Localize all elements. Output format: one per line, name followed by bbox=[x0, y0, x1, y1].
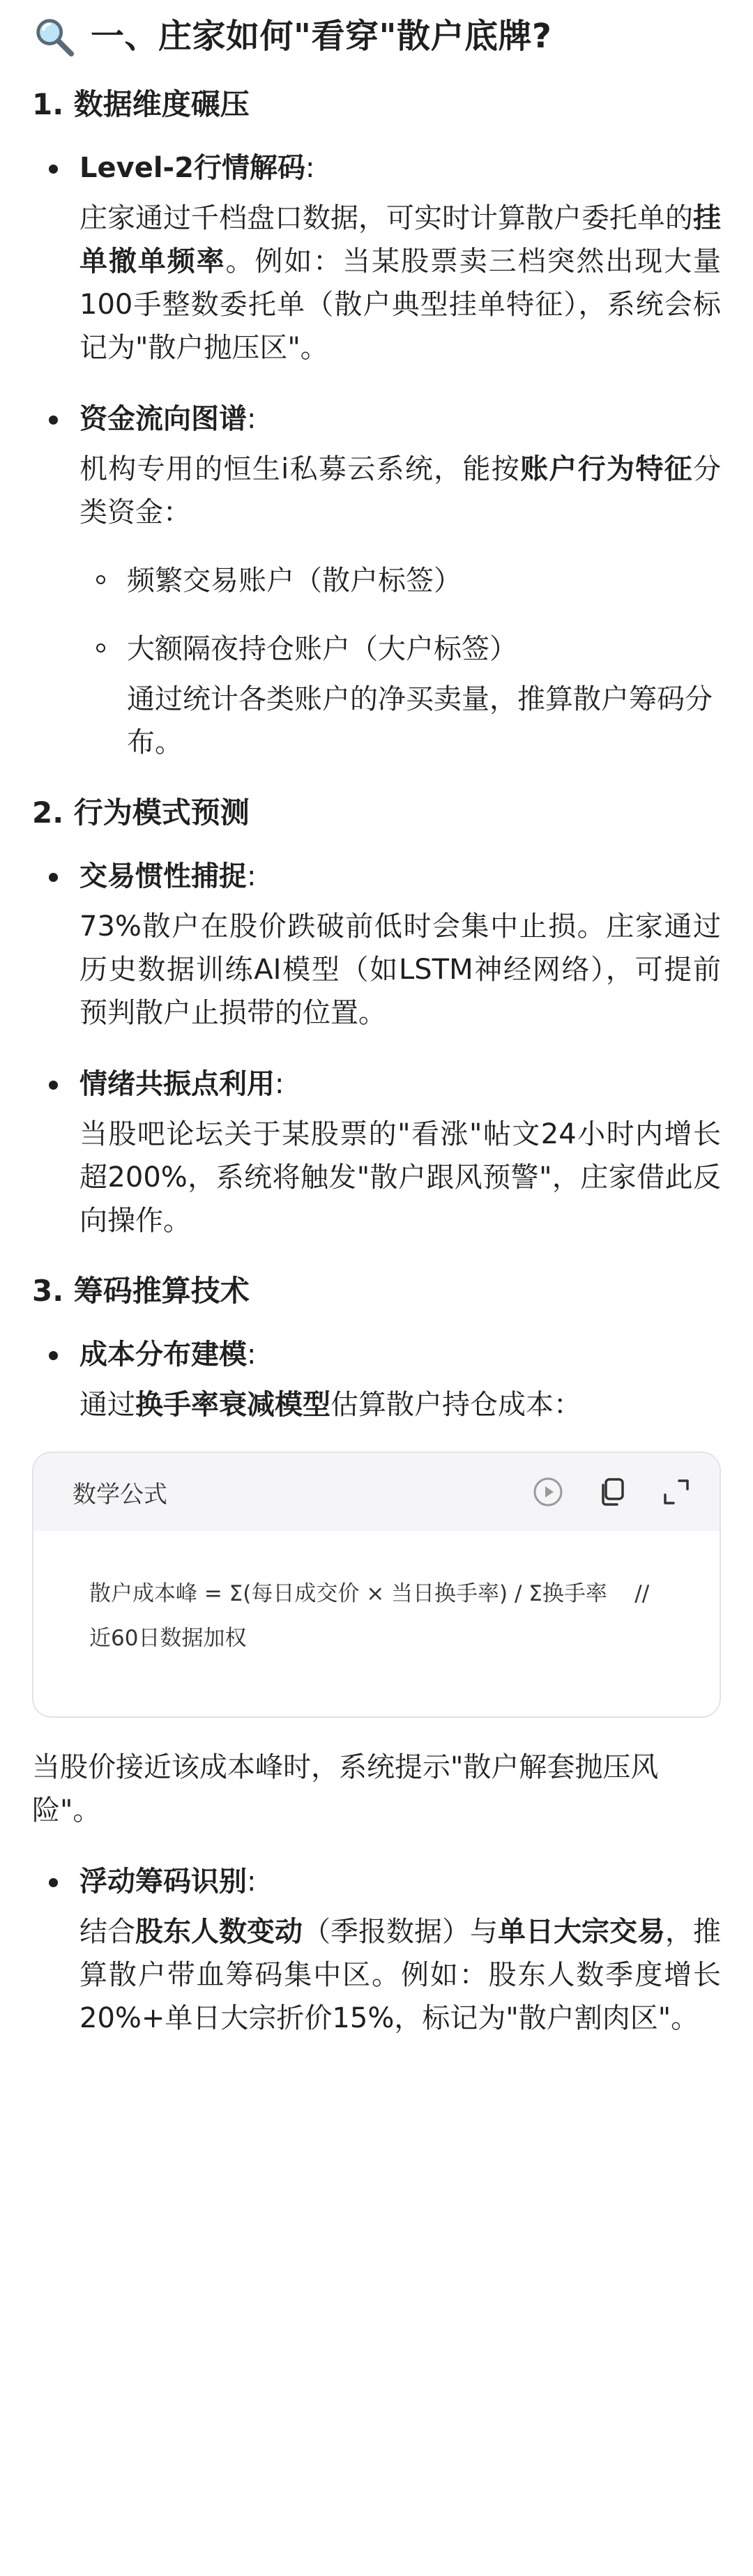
list-item bbox=[32, 1860, 721, 2040]
item-colon: : bbox=[247, 1866, 257, 1898]
item-body bbox=[79, 905, 721, 1035]
item-colon: : bbox=[305, 152, 315, 184]
item-body bbox=[79, 1383, 721, 1426]
bold-text-run: 账户行为特征 bbox=[520, 453, 693, 485]
section-3-list bbox=[32, 1333, 721, 2040]
play-icon[interactable] bbox=[528, 1472, 568, 1511]
item-colon: : bbox=[247, 403, 257, 435]
page-title bbox=[32, 14, 721, 59]
sub-list-item bbox=[79, 559, 721, 602]
item-label: Level-2行情解码 bbox=[79, 152, 305, 184]
code-content: 散户成本峰 = Σ(每日成交价 × 当日换手率) / Σ换手率 // 近60日数据加权 bbox=[89, 1581, 657, 1651]
section-1-list bbox=[32, 146, 721, 764]
bold-text-run: 换手率衰减模型 bbox=[135, 1389, 330, 1421]
code-actions bbox=[503, 1472, 696, 1511]
section-heading-2: 2. 行为模式预测 bbox=[32, 795, 250, 830]
item-body bbox=[79, 197, 721, 369]
text-run: 结合 bbox=[79, 1916, 135, 1948]
sub-list-item bbox=[79, 627, 721, 764]
expand-icon[interactable] bbox=[657, 1472, 696, 1511]
text-run: ，推算散户带血筹码集中区。例如：股东人数季度增长20%+单日大宗折价15%，标记为"散户割肉区"。 bbox=[79, 1916, 721, 2034]
bold-text-run: 挂单撤单频率 bbox=[79, 202, 721, 277]
text-run: 。例如：当某股票卖三档突然出现大量100手整数委托单（散户典型挂单特征），系统会标记为"散户抛压区"。 bbox=[79, 245, 722, 364]
text-run: 庄家通过千档盘口数据，可实时计算散户委托单的 bbox=[79, 202, 693, 234]
item-label: 情绪共振点利用 bbox=[79, 1068, 275, 1100]
item-body bbox=[79, 1113, 721, 1242]
code-language-label: 数学公式 bbox=[73, 1480, 167, 1509]
item-label: 交易惯性捕捉 bbox=[79, 860, 247, 892]
item-body bbox=[79, 448, 721, 534]
text-run: 73%散户在股价跌破前低时会集中止损。庄家通过历史数据训练AI模型（如LSTM神经网络），可提前预判散户止损带的位置。 bbox=[79, 910, 721, 1029]
sub-item-text: 频繁交易账户（散户标签） bbox=[127, 565, 462, 597]
magnifier-icon bbox=[32, 15, 75, 58]
code-block bbox=[32, 1451, 721, 1718]
text-run: 估算散户持仓成本： bbox=[330, 1389, 581, 1421]
section-heading-3: 3. 筹码推算技术 bbox=[32, 1274, 250, 1308]
text-run: 当股吧论坛关于某股票的"看涨"帖文24小时内增长超200%，系统将触发"散户跟风预警"，庄家借此反向操作。 bbox=[79, 1118, 721, 1237]
paragraph: 当股价接近该成本峰时，系统提示"散户解套抛压风险"。 bbox=[32, 1751, 659, 1827]
text-run: 分类资金： bbox=[79, 453, 721, 528]
item-colon: : bbox=[275, 1068, 284, 1100]
sub-item-note: 通过统计各类账户的净买卖量，推算散户筹码分布。 bbox=[127, 683, 713, 759]
text-run: （季报数据）与 bbox=[303, 1916, 498, 1948]
bold-text-run: 股东人数变动 bbox=[135, 1916, 303, 1948]
item-body bbox=[79, 1910, 721, 2040]
bold-text-run: 单日大宗交易 bbox=[498, 1916, 665, 1948]
section-2-list bbox=[32, 855, 721, 1242]
code-block-header bbox=[33, 1453, 720, 1531]
list-item bbox=[32, 146, 721, 369]
page-title-text: 一、庄家如何"看穿"散户底牌? bbox=[91, 17, 552, 56]
item-colon: : bbox=[247, 860, 257, 892]
text-run: 机构专用的恒生i私募云系统，能按 bbox=[79, 453, 521, 485]
list-item bbox=[32, 397, 721, 764]
list-item bbox=[32, 855, 721, 1035]
list-item bbox=[32, 1062, 721, 1242]
item-label: 成本分布建模 bbox=[79, 1339, 247, 1371]
sub-item-text: 大额隔夜持仓账户（大户标签） bbox=[127, 633, 517, 665]
item-label: 资金流向图谱 bbox=[79, 403, 247, 435]
text-run: 通过 bbox=[79, 1389, 135, 1421]
sub-list bbox=[79, 559, 721, 764]
copy-icon[interactable] bbox=[593, 1472, 632, 1511]
item-colon: : bbox=[247, 1339, 257, 1371]
section-heading-1: 1. 数据维度碾压 bbox=[32, 87, 250, 121]
item-label: 浮动筹码识别 bbox=[79, 1866, 247, 1898]
list-item bbox=[32, 1333, 721, 1832]
